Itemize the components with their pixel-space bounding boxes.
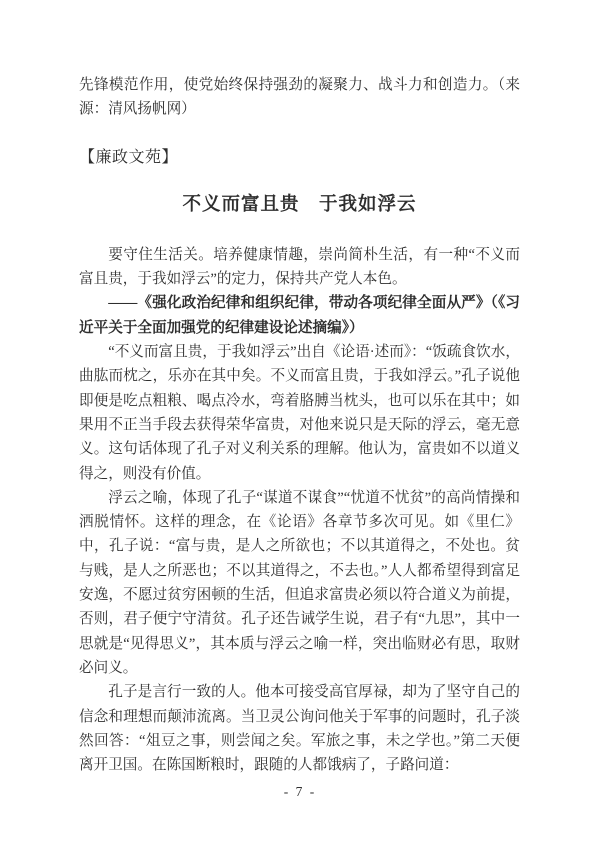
body-paragraphs bbox=[79, 243, 520, 778]
paragraph: 浮云之喻，体现了孔子“谋道不谋食”“忧道不忧贫”的高尚情操和洒脱情怀。这样的理念，在《论语》各章节多次可见。如《里仁》中，孔子说：“富与贵，是人之所欲也；不以其道得之，不处也。贫与贱，是人之所恶也；不以其道得之，不去也。”人人都希望得到富足安逸，不愿过贫穷困顿的生活，但追求富贵必须以符合道义为前提，否则，君子便宁守清贫。孔子还告诫学生说，君子有“九思”，其中一思就是“见得思义”，其本质与浮云之喻一样，突出临财必有思，取财必问义。 bbox=[79, 489, 520, 676]
section-header: 【廉政文苑】 bbox=[79, 148, 179, 166]
paragraph: ——《强化政治纪律和组织纪律，带动各项纪律全面从严》（《习近平关于全面加强党的纪律建设论述摘编》） bbox=[79, 295, 520, 336]
page-number: - 7 - bbox=[283, 784, 317, 799]
page-title: 不义而富且贵 于我如浮云 bbox=[182, 194, 417, 215]
paragraph: 孔子是言行一致的人。他本可接受高官厚禄，却为了坚守自己的信念和理想而颠沛流离。当卫灵公询问他关于军事的问题时，孔子淡然回答：“俎豆之事，则尝闻之矣。军旅之事，未之学也。”第二天便离开卫国。在陈国断粮时，跟随的人都饿病了，子路问道： bbox=[79, 684, 520, 774]
paragraph: 要守住生活关。培养健康情趣，崇尚简朴生活，有一种“不义而富且贵，于我如浮云”的定力，保持共产党人本色。 bbox=[79, 246, 520, 288]
paragraph: “不义而富且贵，于我如浮云”出自《论语·述而》：“饭疏食饮水，曲肱而枕之，乐亦在其中矣。不义而富且贵，于我如浮云。”孔子说他即便是吃点粗粮、喝点冷水，弯着胳膊当枕头，也可以乐在其中；如果用不正当手段去获得荣华富贵，对他来说只是天际的浮云，毫无意义。这句话体现了孔子对义利关系的理解。他认为，富贵如不以道义得之，则没有价值。 bbox=[79, 344, 520, 482]
lead-paragraph: 先锋模范作用，使党始终保持强劲的凝聚力、战斗力和创造力。（来源：清风扬帆网） bbox=[79, 77, 520, 118]
